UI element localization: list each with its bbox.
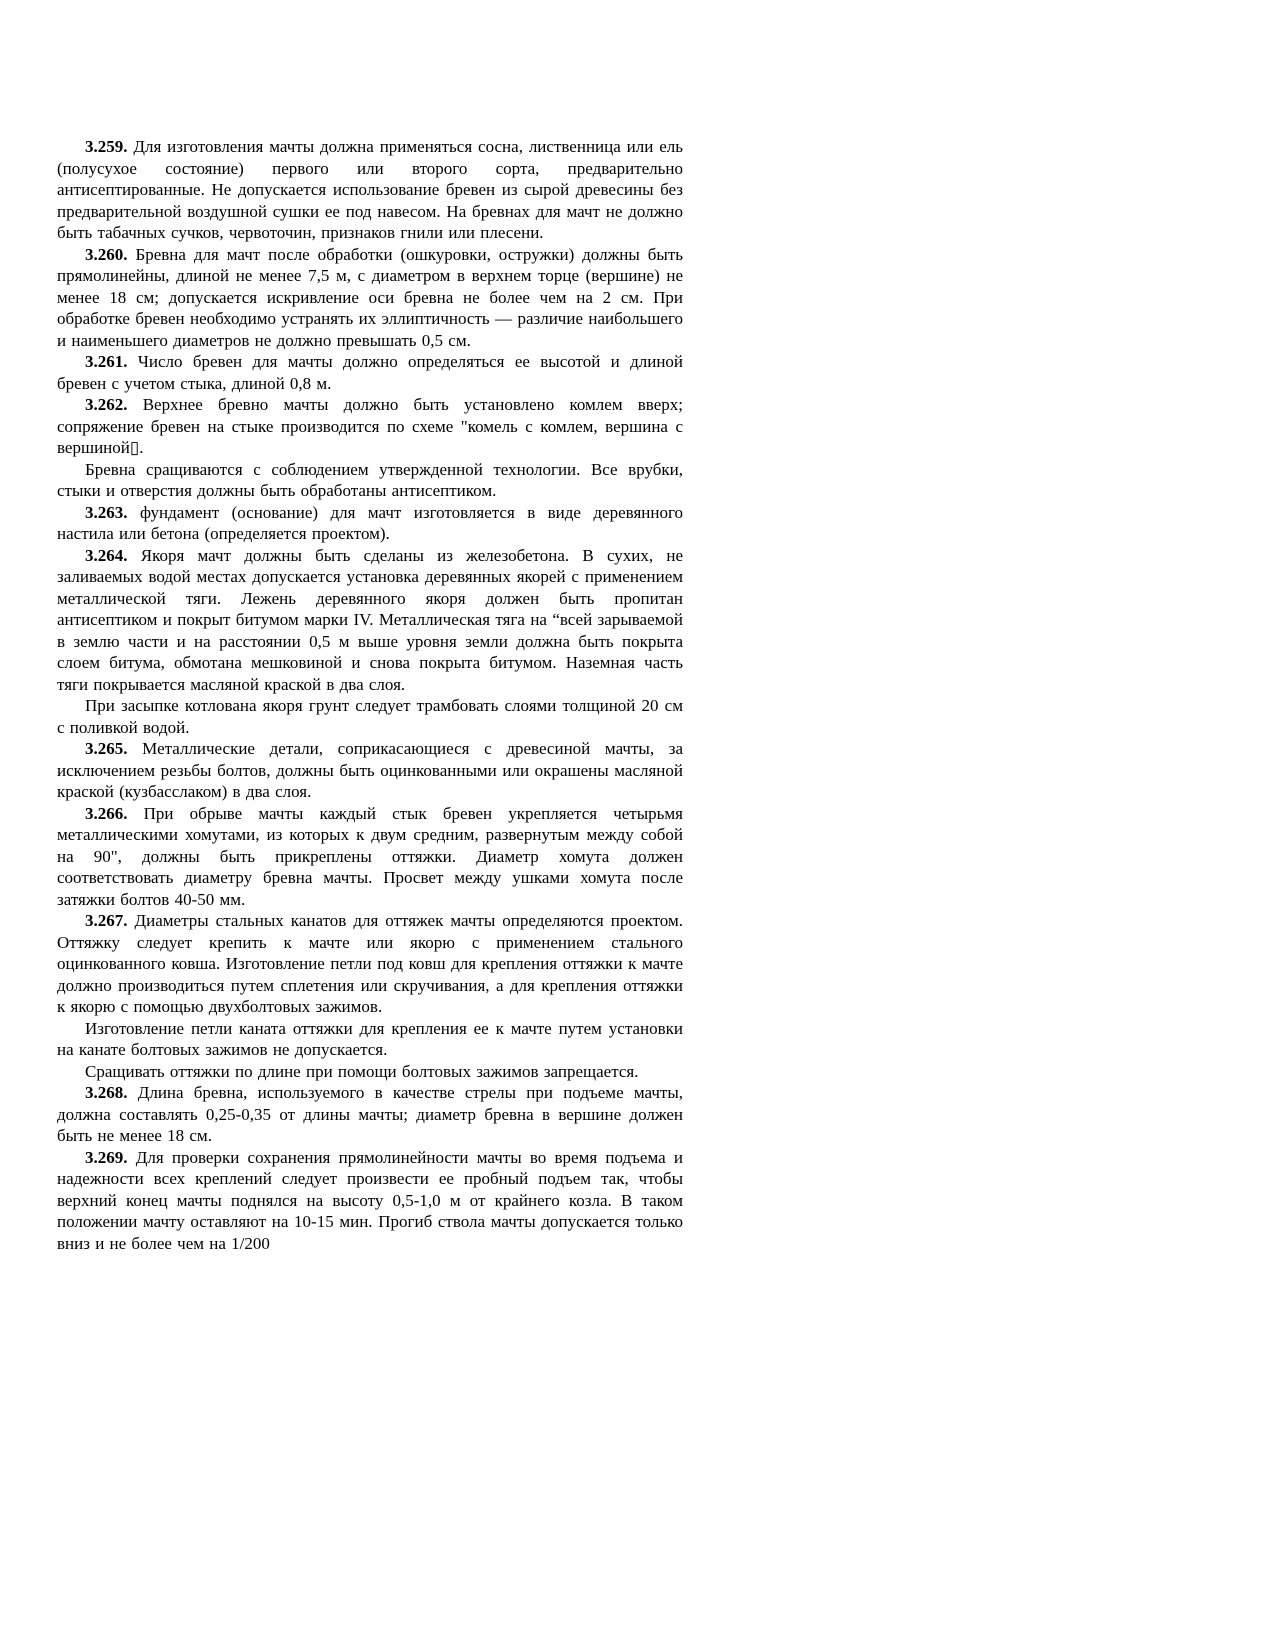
paragraph <box>57 1061 683 1083</box>
paragraph-text: Сращивать оттяжки по длине при помощи болтовых зажимов запрещается. <box>85 1061 639 1081</box>
paragraph-number: 3.266. <box>85 803 128 823</box>
paragraph-number: 3.268. <box>85 1083 128 1102</box>
paragraph-text: фундамент (основание) для мачт изготовляется в виде деревянного настила или бетона (определяется проектом). <box>57 502 684 543</box>
paragraph <box>57 459 683 502</box>
numbered-paragraph <box>57 136 683 244</box>
numbered-paragraph <box>57 1082 683 1147</box>
paragraph-text: Бревна сращиваются с соблюдением утвержденной технологии. Все врубки, стыки и отверстия должны быть обработаны антисептиком. <box>57 459 683 500</box>
paragraph-text: При засыпке котлована якоря грунт следует трамбовать слоями толщиной 20 см с поливкой водой. <box>57 696 683 737</box>
numbered-paragraph <box>57 738 683 803</box>
numbered-paragraph <box>57 545 683 696</box>
paragraph-text: Длина бревна, используемого в качестве стрелы при подъеме мачты, должна составлять 0,25-0,35 от длины мачты; диаметр бревна в вершине должен быть не менее 18 см. <box>57 1083 683 1145</box>
numbered-paragraph <box>57 502 683 545</box>
numbered-paragraph <box>57 244 683 352</box>
paragraph-number: 3.269. <box>85 1147 128 1167</box>
paragraph-number: 3.261. <box>85 352 128 371</box>
paragraph-number: 3.264. <box>85 545 128 565</box>
paragraph <box>57 1018 683 1061</box>
paragraph-text: При обрыве мачты каждый стык бревен укрепляется четырьмя металлическими хомутами, из которых к двум средним, развернутым между собой на 90", должны быть прикреплены оттяжки. Диаметр хомута должен соответствовать диаметру бревна мачты. Просвет между ушками хомута после затяжки болтов 40-50 мм. <box>57 803 683 909</box>
paragraph-text: Для проверки сохранения прямолинейности мачты во время подъема и надежности всех креплений следует произвести ее пробный подъем так, чтобы верхний конец мачты поднялся на высоту 0,5-1,0 м от крайнего козла. В таком положении мачту оставляют на 10-15 мин. Прогиб ствола мачты допускается только вниз и не более чем на 1/200 <box>57 1147 684 1253</box>
paragraph-number: 3.260. <box>85 244 128 264</box>
numbered-paragraph <box>57 351 683 394</box>
paragraph-text: Металлические детали, соприкасающиеся с древесиной мачты, за исключением резьбы болтов, должны быть оцинкованными или окрашены масляной краской (кузбасслаком) в два слоя. <box>57 739 684 801</box>
text-column <box>57 136 683 1254</box>
paragraph-number: 3.263. <box>85 502 128 522</box>
numbered-paragraph <box>57 910 683 1018</box>
paragraph-text: Для изготовления мачты должна применяться сосна, лиственница или ель (полусухое состояние) первого или второго сорта, предварительно антисептированные. Не допускается использование бревен из сырой древесины без предварительной воздушной сушки ее под навесом. На бревнах для мачт не должно быть табачных сучков, червоточин, признаков гнили или плесени. <box>57 137 684 242</box>
paragraph-number: 3.259. <box>85 137 128 156</box>
paragraph-number: 3.262. <box>85 395 128 414</box>
paragraph-text: Диаметры стальных канатов для оттяжек мачты определяются проектом. Оттяжку следует крепить к мачте или якорю с применением стального оцинкованного ковша. Изготовление петли под ковш для крепления оттяжки к мачте должно производиться путем сплетения или скручивания, а для крепления оттяжки к якорю с помощью двухболтовых зажимов. <box>57 911 683 1016</box>
paragraph-text: Верхнее бревно мачты должно быть установлено комлем вверх; сопряжение бревен на стыке производится по схеме "комель с комлем, вершина с вершиной▯. <box>57 395 683 457</box>
paragraph-number: 3.267. <box>85 911 128 930</box>
numbered-paragraph <box>57 1147 683 1255</box>
paragraph-text: Изготовление петли каната оттяжки для крепления ее к мачте путем установки на канате болтовых зажимов не допускается. <box>57 1018 683 1059</box>
paragraph-text: Якоря мачт должны быть сделаны из железобетона. В сухих, не заливаемых водой местах допускается установка деревянных якорей с применением металлической тяги. Лежень деревянного якоря должен быть пропитан антисептиком и покрыт битумом марки IV. Металлическая тяга на “всей зарываемой в землю части и на расстоянии 0,5 м выше уровня земли должна быть покрыта слоем битума, обмотана мешковиной и снова покрыта битумом. Наземная часть тяги покрывается масляной краской в два слоя. <box>57 545 683 694</box>
numbered-paragraph <box>57 803 683 911</box>
numbered-paragraph <box>57 394 683 459</box>
paragraph-text: Число бревен для мачты должно определяться ее высотой и длиной бревен с учетом стыка, длиной 0,8 м. <box>57 352 684 393</box>
paragraph-number: 3.265. <box>85 739 128 758</box>
paragraph-text: Бревна для мачт после обработки (ошкуровки, остружки) должны быть прямолинейны, длиной не менее 7,5 м, с диаметром в верхнем торце (вершине) не менее 18 см; допускается искривление оси бревна не более чем на 2 см. При обработке бревен необходимо устранять их эллиптичность — различие наибольшего и наименьшего диаметров не должно превышать 0,5 см. <box>57 244 684 350</box>
paragraph <box>57 695 683 738</box>
